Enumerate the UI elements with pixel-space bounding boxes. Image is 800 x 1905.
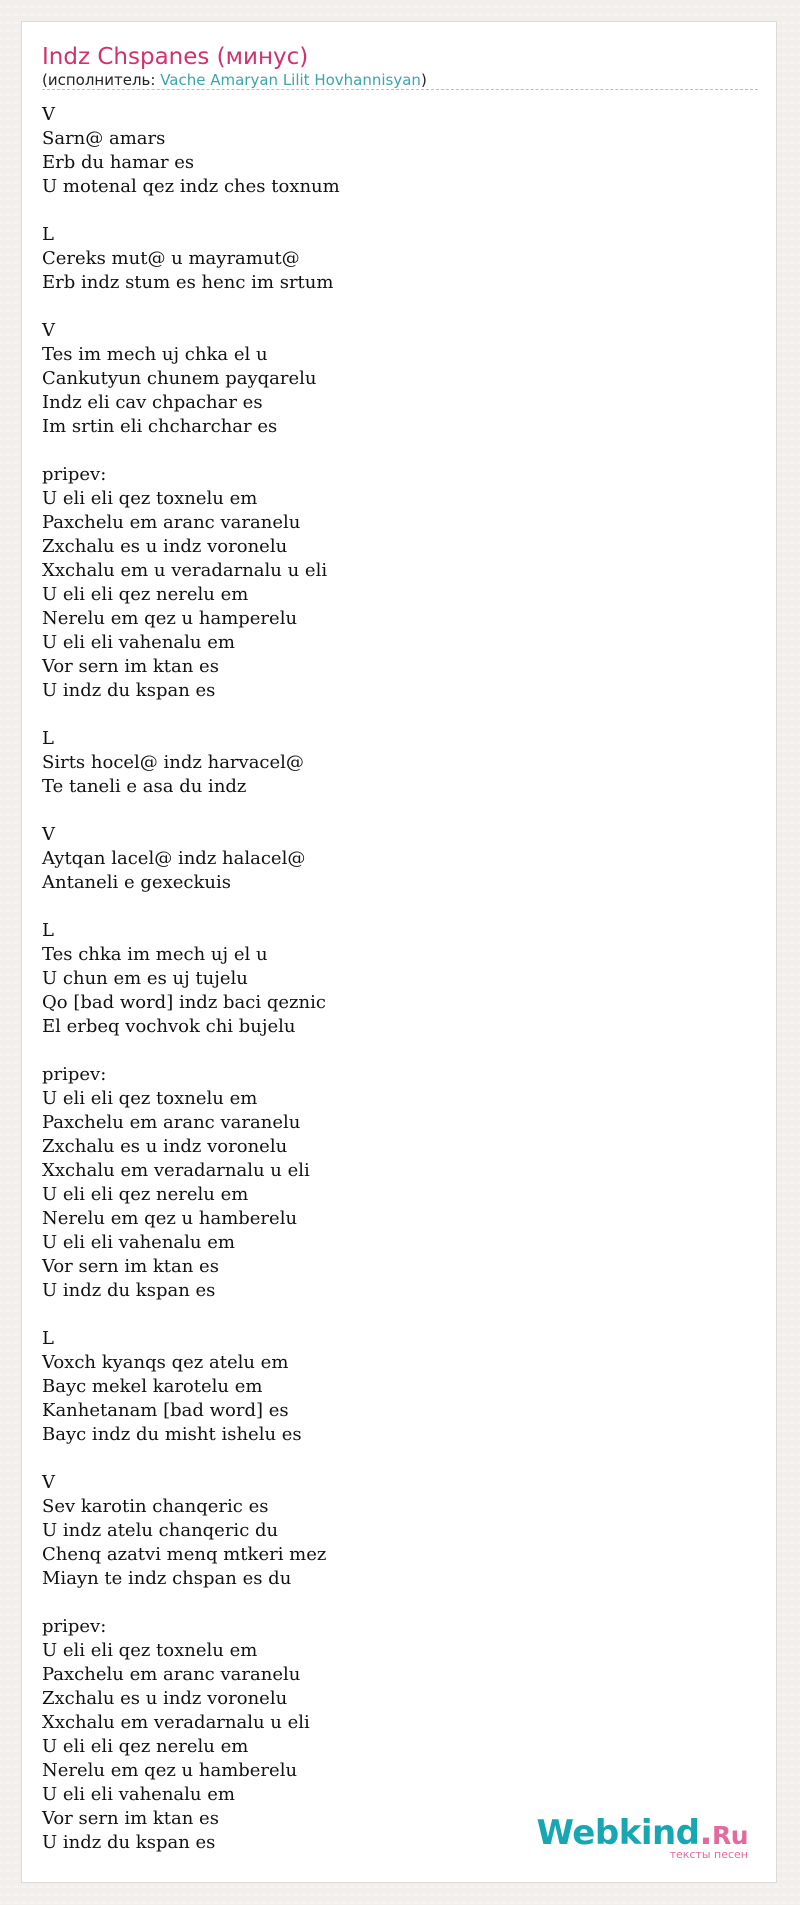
lyrics-line: Vor sern im ktan es (42, 656, 219, 677)
lyrics-line: Zxchalu es u indz voronelu (42, 1688, 288, 1709)
lyrics-line: Bayc mekel karotelu em (42, 1376, 263, 1397)
lyrics-line: Xxchalu em veradarnalu u eli (42, 1160, 310, 1181)
lyrics-line: Paxchelu em aranc varanelu (42, 512, 301, 533)
lyrics-line: Zxchalu es u indz voronelu (42, 1136, 288, 1157)
lyrics-text (42, 103, 758, 1879)
lyrics-line: Tes chka im mech uj el u (42, 944, 268, 965)
lyrics-line: U eli eli vahenalu em (42, 632, 235, 653)
lyrics-line: U eli eli vahenalu em (42, 1784, 235, 1805)
lyrics-line: V (42, 1472, 55, 1493)
lyrics-line: Erb indz stum es henc im srtum (42, 272, 334, 293)
lyrics-line: Erb du hamar es (42, 152, 195, 173)
lyrics-line: U chun em es uj tujelu (42, 968, 248, 989)
lyrics-line: Xxchalu em veradarnalu u eli (42, 1712, 310, 1733)
lyrics-line: Xxchalu em u veradarnalu u eli (42, 560, 328, 581)
performer-line (42, 70, 427, 90)
lyrics-line: U eli eli vahenalu em (42, 1232, 235, 1253)
lyrics-stanza (42, 463, 758, 703)
lyrics-line: Vor sern im ktan es (42, 1256, 219, 1277)
lyrics-line: L (42, 728, 54, 749)
lyrics-line: Sarn@ amars (42, 128, 166, 149)
lyrics-stanza (42, 319, 758, 439)
lyrics-line: Kanhetanam [bad word] es (42, 1400, 289, 1421)
lyrics-line: Paxchelu em aranc varanelu (42, 1664, 301, 1685)
lyrics-line: Tes im mech uj chka el u (42, 344, 268, 365)
lyrics-line: Cankutyun chunem payqarelu (42, 368, 317, 389)
lyrics-line: L (42, 1328, 54, 1349)
lyrics-line: Sirts hocel@ indz harvacel@ (42, 752, 304, 773)
lyrics-line: U eli eli qez toxnelu em (42, 1640, 258, 1661)
lyrics-line: U eli eli qez toxnelu em (42, 1088, 258, 1109)
lyrics-stanza (42, 1327, 758, 1447)
title-divider (42, 89, 758, 90)
lyrics-line: Bayc indz du misht ishelu es (42, 1424, 302, 1445)
lyrics-line: Aytqan lacel@ indz halacel@ (42, 848, 306, 869)
lyrics-stanza (42, 103, 758, 199)
performer-suffix: ) (420, 71, 427, 89)
lyrics-line: U eli eli qez nerelu em (42, 1736, 249, 1757)
lyrics-line: U indz du kspan es (42, 1832, 216, 1853)
lyrics-stanza (42, 223, 758, 295)
performer-prefix: (исполнитель: (42, 71, 161, 89)
artist-link[interactable]: Vache Amaryan Lilit Hovhannisyan (160, 71, 421, 89)
lyrics-line: Miayn te indz chspan es du (42, 1568, 292, 1589)
lyrics-line: V (42, 104, 55, 125)
lyrics-line: pripev: (42, 1616, 107, 1637)
lyrics-stanza (42, 823, 758, 895)
lyrics-line: L (42, 224, 54, 245)
lyrics-line: L (42, 920, 54, 941)
lyrics-line: Nerelu em qez u hamperelu (42, 608, 298, 629)
lyrics-line: El erbeq vochvok chi bujelu (42, 1016, 296, 1037)
lyrics-line: U indz atelu chanqeric du (42, 1520, 279, 1541)
lyrics-line: U eli eli qez nerelu em (42, 1184, 249, 1205)
lyrics-line: Cereks mut@ u mayramut@ (42, 248, 300, 269)
lyrics-card (21, 21, 777, 1883)
lyrics-line: V (42, 320, 55, 341)
lyrics-line: Nerelu em qez u hamberelu (42, 1760, 298, 1781)
lyrics-line: Vor sern im ktan es (42, 1808, 219, 1829)
lyrics-line: Nerelu em qez u hamberelu (42, 1208, 298, 1229)
lyrics-line: U eli eli qez nerelu em (42, 584, 249, 605)
logo-wordmark: Webkind.Ru (536, 1813, 748, 1853)
lyrics-stanza (42, 919, 758, 1039)
song-title: Indz Chspanes (минус) (42, 44, 309, 70)
lyrics-line: pripev: (42, 464, 107, 485)
lyrics-line: Qo [bad word] indz baci qeznic (42, 992, 326, 1013)
logo-tagline: тексты песен (669, 1848, 748, 1861)
lyrics-stanza (42, 727, 758, 799)
lyrics-line: Im srtin eli chcharchar es (42, 416, 278, 437)
lyrics-line: Sev karotin chanqeric es (42, 1496, 269, 1517)
lyrics-line: Paxchelu em aranc varanelu (42, 1112, 301, 1133)
lyrics-line: U motenal qez indz ches toxnum (42, 176, 340, 197)
lyrics-line: Voxch kyanqs qez atelu em (42, 1352, 289, 1373)
lyrics-line: Te taneli e asa du indz (42, 776, 247, 797)
lyrics-line: pripev: (42, 1064, 107, 1085)
lyrics-line: Antaneli e gexeckuis (42, 872, 231, 893)
lyrics-line: U eli eli qez toxnelu em (42, 488, 258, 509)
lyrics-line: U indz du kspan es (42, 680, 216, 701)
webkind-logo[interactable] (536, 1813, 748, 1862)
lyrics-stanza (42, 1063, 758, 1303)
lyrics-line: Indz eli cav chpachar es (42, 392, 263, 413)
lyrics-line: V (42, 824, 55, 845)
lyrics-line: Zxchalu es u indz voronelu (42, 536, 288, 557)
lyrics-line: Chenq azatvi menq mtkeri mez (42, 1544, 327, 1565)
lyrics-line: U indz du kspan es (42, 1280, 216, 1301)
lyrics-stanza (42, 1471, 758, 1591)
